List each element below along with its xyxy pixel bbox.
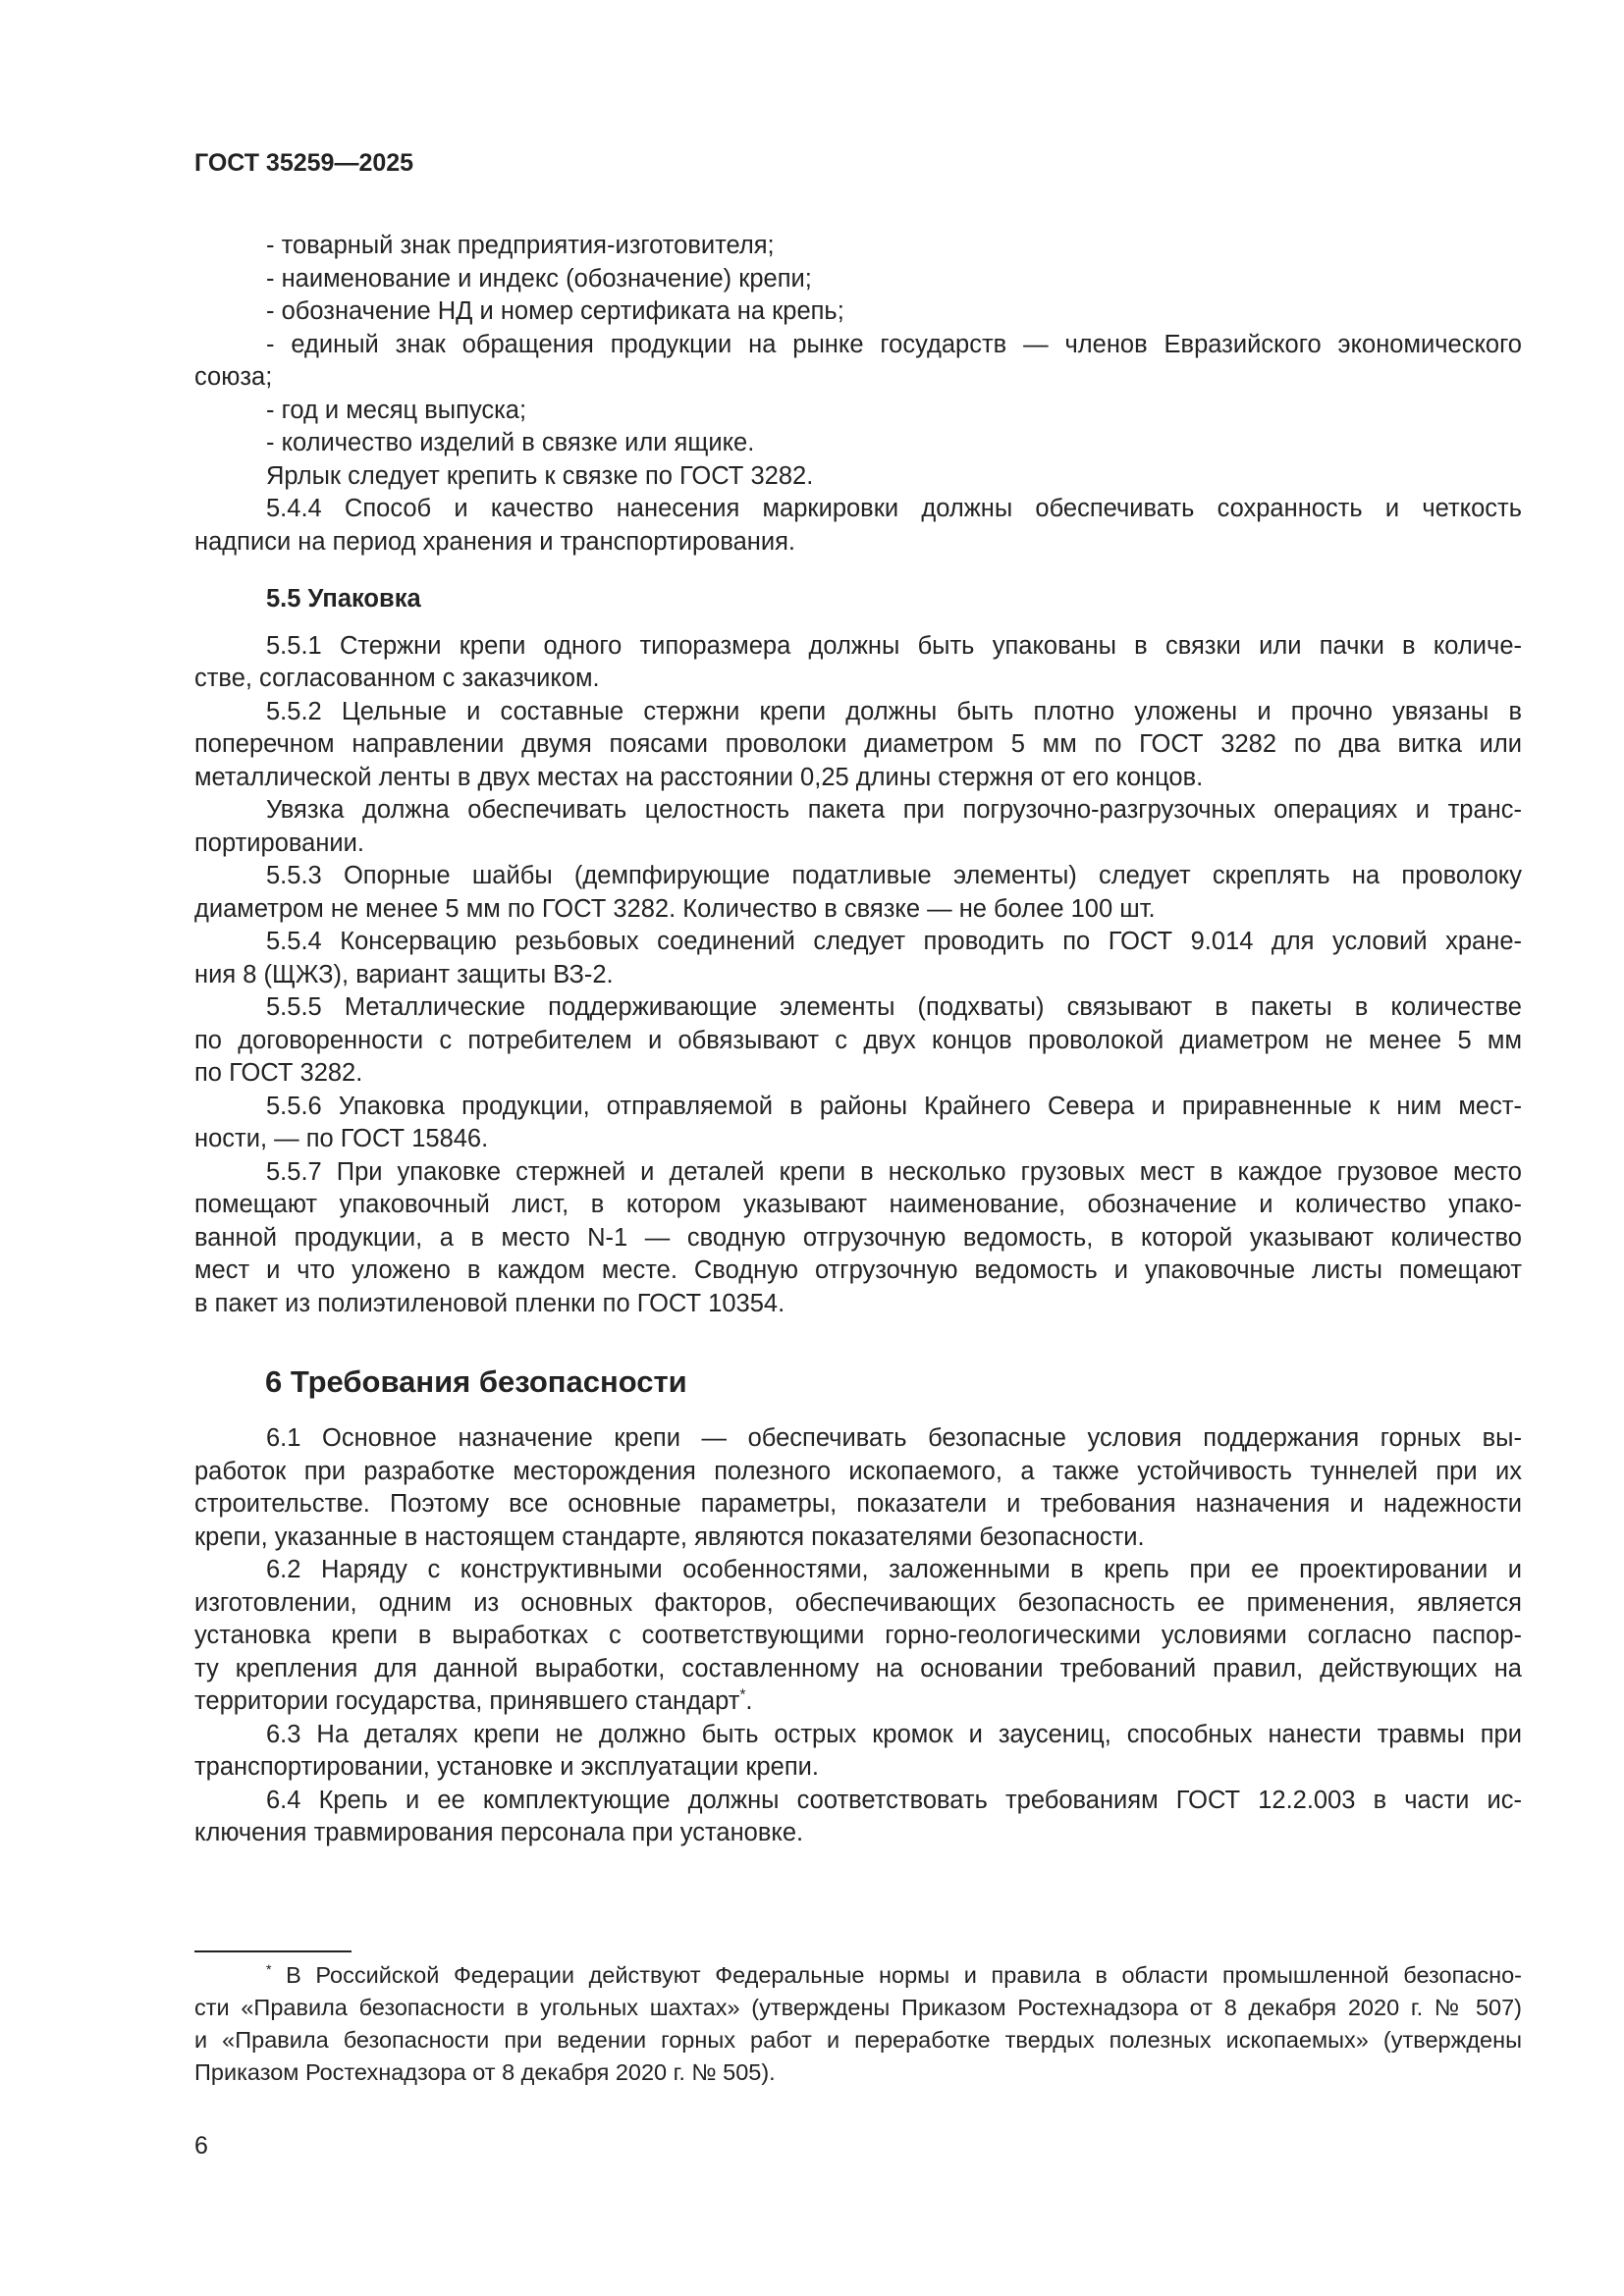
line-text: - товарный знак предприятия-изготовителя; — [266, 232, 775, 259]
text-line — [194, 1522, 1522, 1555]
text-line — [194, 230, 1522, 263]
line-text: 5.5.2 Цельные и составные стержни крепи должны быть плотно уложены и прочно увязаны в — [266, 697, 1522, 725]
line-text: поперечном направлении двумя поясами проволоки диаметром 5 мм по ГОСТ 3282 по два витка или — [194, 730, 1522, 758]
line-text: диаметром не менее 5 мм по ГОСТ 3282. Количество в связке — не более 100 шт. — [194, 894, 1156, 923]
section-heading-5-5: 5.5 Упаковка — [266, 585, 421, 613]
paragraph — [194, 329, 1522, 395]
text-line — [194, 1817, 1522, 1850]
line-text: по ГОСТ 3282. — [194, 1059, 363, 1087]
text-line — [194, 1587, 1522, 1621]
paragraph — [194, 1719, 1522, 1785]
line-text: 5.4.4 Способ и качество нанесения маркировки должны обеспечивать сохранность и четкость — [266, 495, 1522, 522]
section-top — [194, 230, 1522, 559]
line-text: работок при разработке месторождения полезного ископаемого, а также устойчивость туннелей при их — [194, 1457, 1522, 1485]
text-line — [194, 1025, 1522, 1058]
paragraph — [194, 230, 1522, 263]
text-line — [194, 1620, 1522, 1653]
footnote-line — [194, 2024, 1522, 2056]
footnote — [194, 1959, 1522, 2089]
line-text: 5.5.1 Стержни крепи одного типоразмера должны быть упакованы в связки или пачки в количе- — [266, 631, 1522, 660]
paragraph — [194, 493, 1522, 559]
text-line — [194, 1222, 1522, 1255]
footnote-mark: * — [266, 1961, 272, 1978]
line-text: и «Правила безопасности при ведении горных работ и переработке твердых полезных ископаемых» (утверждены — [194, 2027, 1522, 2053]
paragraph — [194, 1156, 1522, 1321]
text-line — [194, 1057, 1522, 1091]
text-line — [194, 361, 1522, 395]
line-text: изготовлении, одним из основных факторов, обеспечивающих безопасность ее применения, является — [194, 1588, 1522, 1617]
paragraph — [194, 1422, 1522, 1554]
section-5-5-body — [194, 630, 1522, 1321]
line-text: - количество изделий в связке или ящике. — [266, 429, 755, 456]
line-text: 6.2 Наряду с конструктивными особенностями, заложенными в крепь при ее проектировании и — [266, 1556, 1522, 1583]
section-heading-6: 6 Требования безопасности — [265, 1364, 687, 1399]
text-line — [194, 1719, 1522, 1752]
line-text: крепи, указанные в настоящем стандарте, являются показателями безопасности. — [194, 1522, 1145, 1551]
line-text: ности, — по ГОСТ 15846. — [194, 1125, 489, 1152]
line-text: металлической ленты в двух местах на расстоянии 0,25 длины стержня от его концов. — [194, 763, 1204, 791]
line-text: . — [745, 1687, 753, 1715]
line-text: союза; — [194, 363, 273, 391]
text-line — [194, 893, 1522, 927]
paragraph — [194, 395, 1522, 428]
text-line — [194, 1456, 1522, 1489]
line-text: - обозначение НД и номер сертификата на крепь; — [266, 297, 844, 325]
line-text: ключения травмирования персонала при установке. — [194, 1819, 804, 1846]
line-text: 5.5.5 Металлические поддерживающие элементы (подхваты) связывают в пакеты в количестве — [266, 993, 1522, 1021]
footnote-line — [194, 1959, 1522, 1992]
text-line — [194, 460, 1522, 494]
page-number: 6 — [194, 2132, 208, 2160]
text-line — [194, 493, 1522, 526]
paragraph — [194, 1091, 1522, 1156]
line-text: надписи на период хранения и транспортирования. — [194, 527, 795, 556]
section-6-body — [194, 1422, 1522, 1850]
text-line — [194, 794, 1522, 828]
line-text: стве, согласованном с заказчиком. — [194, 665, 600, 692]
line-text: ванной продукции, а в место N-1 — сводную отгрузочную ведомость, в которой указывают количество — [194, 1223, 1522, 1252]
line-text: 6.3 На деталях крепи не должно быть острых кромок и заусениц, способных нанести травмы при — [266, 1720, 1522, 1748]
footnote-divider — [194, 1950, 352, 1952]
text-line — [194, 1255, 1522, 1288]
text-line — [194, 427, 1522, 460]
line-text: строительстве. Поэтому все основные параметры, показатели и требования назначения и надежности — [194, 1490, 1522, 1518]
line-text: В Российской Федерации действуют Федеральные нормы и правила в области промышленной безопасно- — [286, 1962, 1522, 1988]
text-line — [194, 1189, 1522, 1222]
text-line — [194, 828, 1522, 861]
line-text: 6.1 Основное назначение крепи — обеспечивать безопасные условия поддержания горных вы- — [266, 1424, 1522, 1452]
line-text: Приказом Ростехнадзора от 8 декабря 2020 г. № 505). — [194, 2059, 776, 2085]
text-line — [194, 1123, 1522, 1156]
paragraph — [194, 427, 1522, 460]
text-line — [194, 762, 1522, 795]
line-text: ту крепления для данной выработки, составленному на основании требований правил, действующих на — [194, 1654, 1522, 1682]
footnote-line — [194, 2056, 1522, 2089]
text-line — [194, 1785, 1522, 1818]
text-line — [194, 926, 1522, 959]
text-line — [194, 1554, 1522, 1587]
line-text: помещают упаковочный лист, в котором указывают наименование, обозначение и количество упако- — [194, 1191, 1522, 1218]
text-line — [194, 526, 1522, 560]
paragraph — [194, 1554, 1522, 1719]
text-line — [194, 1422, 1522, 1456]
line-text: 5.5.6 Упаковка продукции, отправляемой в районы Крайнего Севера и приравненные к ним мест- — [266, 1092, 1522, 1120]
line-text: 5.5.4 Консервацию резьбовых соединений следует проводить по ГОСТ 9.014 для условий хране- — [266, 928, 1522, 955]
line-text: ния 8 (ЩЖЗ), вариант защиты ВЗ-2. — [194, 960, 614, 988]
paragraph — [194, 991, 1522, 1091]
line-text: 5.5.3 Опорные шайбы (демпфирующие податливые элементы) следует скреплять на проволоку — [266, 862, 1522, 889]
line-text: мест и что уложено в каждом месте. Сводную отгрузочную ведомость и упаковочные листы помещают — [194, 1256, 1522, 1284]
footnote-line — [194, 1992, 1522, 2024]
footnote-reference[interactable]: * — [739, 1686, 746, 1704]
line-text: 6.4 Крепь и ее комплектующие должны соответствовать требованиям ГОСТ 12.2.003 в части ис- — [266, 1786, 1522, 1814]
text-line — [194, 696, 1522, 729]
paragraph — [194, 630, 1522, 696]
line-text: портировании. — [194, 828, 364, 857]
text-line — [194, 1685, 1522, 1719]
paragraph — [194, 295, 1522, 329]
paragraph — [194, 263, 1522, 296]
line-text: Увязка должна обеспечивать целостность пакета при погрузочно-разгрузочных операциях и транс- — [266, 796, 1522, 824]
text-line — [194, 1751, 1522, 1785]
line-text: - наименование и индекс (обозначение) крепи; — [266, 264, 812, 293]
text-line — [194, 1488, 1522, 1522]
section-5-5 — [194, 583, 1522, 1320]
line-text: сти «Правила безопасности в угольных шахтах» (утверждены Приказом Ростехнадзора от 8 декабря 2020 г. № 507) — [194, 1995, 1522, 2020]
text-line — [194, 1091, 1522, 1124]
paragraph — [194, 1785, 1522, 1850]
text-line — [194, 263, 1522, 296]
text-line — [194, 728, 1522, 762]
paragraph — [194, 460, 1522, 494]
text-line — [194, 395, 1522, 428]
paragraph — [194, 696, 1522, 795]
line-text: территории государства, принявшего стандарт — [194, 1687, 740, 1715]
text-line — [194, 1653, 1522, 1686]
line-text: в пакет из полиэтиленовой пленки по ГОСТ 10354. — [194, 1289, 785, 1317]
text-line — [194, 1156, 1522, 1190]
text-line — [194, 630, 1522, 664]
line-text: - год и месяц выпуска; — [266, 396, 527, 424]
text-line — [194, 959, 1522, 992]
line-text: установка крепи в выработках с соответствующими горно-геологическими условиями согласно паспор- — [194, 1622, 1522, 1649]
text-line — [194, 991, 1522, 1025]
text-line — [194, 860, 1522, 893]
text-line — [194, 295, 1522, 329]
paragraph — [194, 860, 1522, 926]
text-line — [194, 329, 1522, 362]
line-text: 5.5.7 При упаковке стержней и деталей крепи в несколько грузовых мест в каждое грузовое место — [266, 1157, 1522, 1186]
line-text: по договоренности с потребителем и обвязывают с двух концов проволокой диаметром не менее 5 мм — [194, 1026, 1522, 1054]
line-text: - единый знак обращения продукции на рынке государств — членов Евразийского экономического — [266, 330, 1522, 358]
text-line — [194, 663, 1522, 696]
paragraph — [194, 794, 1522, 860]
line-text: транспортировании, установке и эксплуатации крепи. — [194, 1753, 819, 1781]
text-line — [194, 1288, 1522, 1321]
paragraph — [194, 926, 1522, 991]
line-text: Ярлык следует крепить к связке по ГОСТ 3282. — [266, 461, 814, 490]
document-header: ГОСТ 35259—2025 — [194, 149, 414, 177]
